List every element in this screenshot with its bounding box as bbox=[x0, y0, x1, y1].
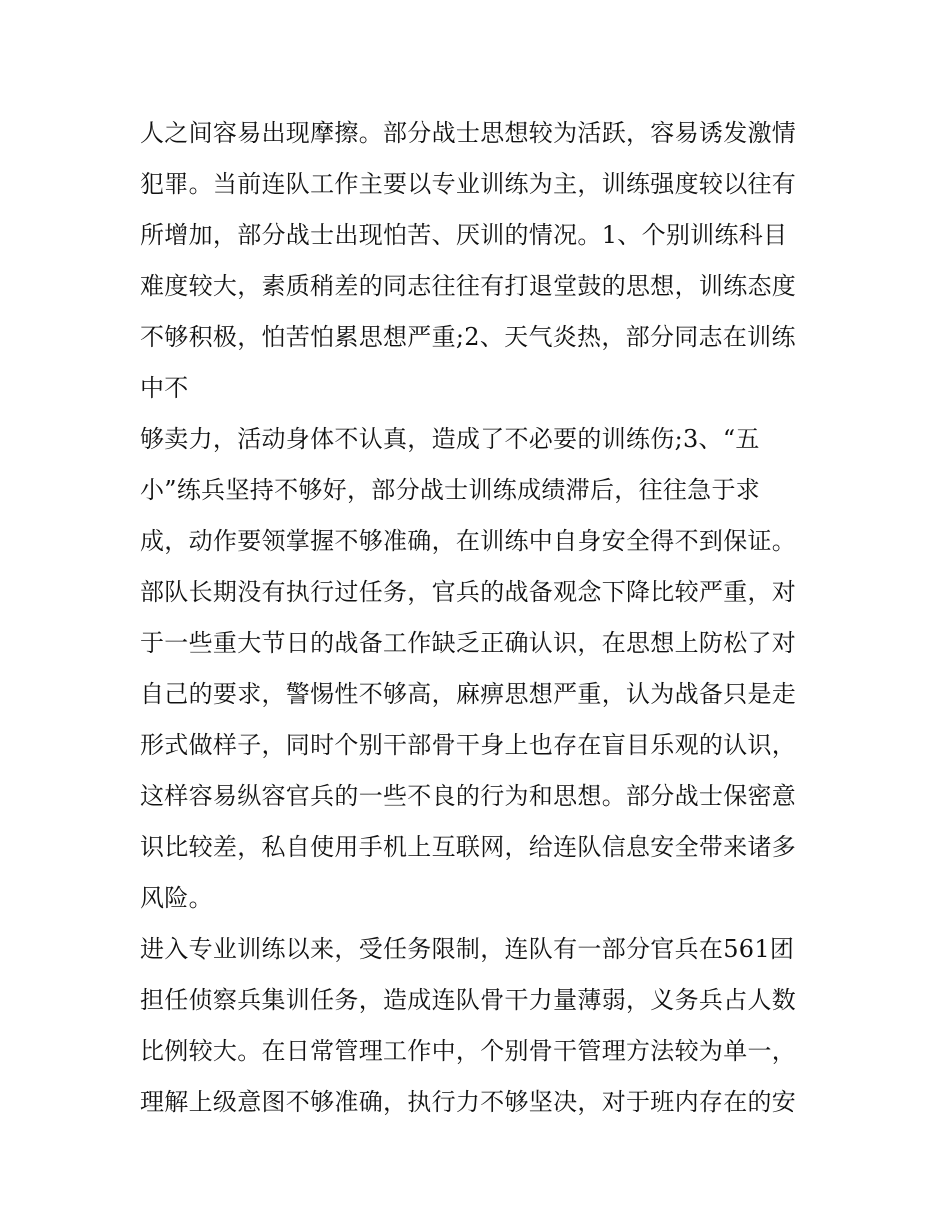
text-line: 风险。 bbox=[140, 884, 213, 912]
text-line: 识比较差，私自使用手机上互联网，给连队信息安全带来诸多 bbox=[140, 833, 797, 861]
text-line: 难度较大，素质稍差的同志往往有打退堂鼓的思想，训练态度 bbox=[140, 272, 797, 300]
text-line: 形式做样子，同时个别干部骨干身上也存在盲目乐观的认识， bbox=[140, 731, 797, 759]
text-line: 于一些重大节日的战备工作缺乏正确认识，在思想上防松了对 bbox=[140, 629, 797, 657]
text-line: 担任侦察兵集训任务，造成连队骨干力量薄弱，义务兵占人数 bbox=[140, 986, 797, 1014]
text-line: 部队长期没有执行过任务，官兵的战备观念下降比较严重，对 bbox=[140, 578, 797, 606]
text-line: 够卖力，活动身体不认真，造成了不必要的训练伤;3、“五 bbox=[140, 425, 760, 453]
paragraph-1 bbox=[140, 108, 820, 414]
document-body bbox=[140, 108, 820, 1128]
text-line: 这样容易纵容官兵的一些不良的行为和思想。部分战士保密意 bbox=[140, 782, 797, 810]
paragraph-2 bbox=[140, 414, 820, 924]
text-line: 比例较大。在日常管理工作中，个别骨干管理方法较为单一， bbox=[140, 1037, 797, 1065]
text-line: 不够积极，怕苦怕累思想严重;2、天气炎热，部分同志在训练 bbox=[140, 323, 796, 351]
text-line: 中不 bbox=[140, 374, 189, 402]
text-line: 人之间容易出现摩擦。部分战士思想较为活跃，容易诱发激情 bbox=[140, 119, 797, 147]
text-line: 自己的要求，警惕性不够高，麻痹思想严重，认为战备只是走 bbox=[140, 680, 797, 708]
paragraph-3 bbox=[140, 924, 820, 1128]
text-line: 犯罪。当前连队工作主要以专业训练为主，训练强度较以往有 bbox=[140, 170, 797, 198]
text-line: 理解上级意图不够准确，执行力不够坚决，对于班内存在的安 bbox=[140, 1088, 797, 1116]
text-line: 成，动作要领掌握不够准确，在训练中自身安全得不到保证。 bbox=[140, 527, 797, 555]
text-line: 所增加，部分战士出现怕苦、厌训的情况。1、个别训练科目 bbox=[140, 221, 788, 249]
text-line: 小”练兵坚持不够好，部分战士训练成绩滞后，往往急于求 bbox=[140, 476, 761, 504]
text-line: 进入专业训练以来，受任务限制，连队有一部分官兵在561团 bbox=[140, 935, 795, 963]
